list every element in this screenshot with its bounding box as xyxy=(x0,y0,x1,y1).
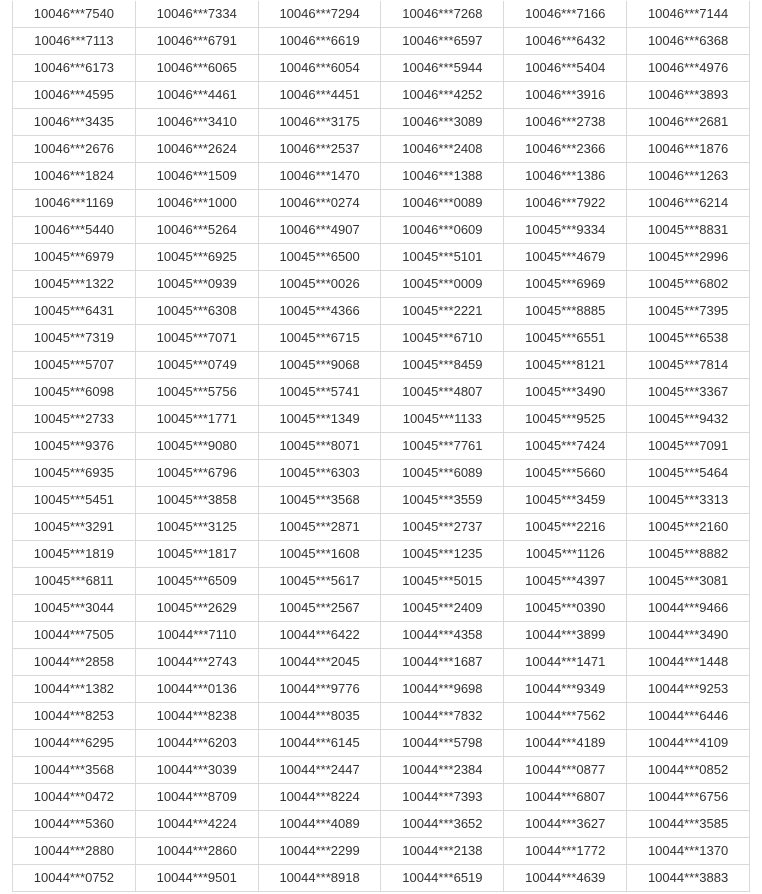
table-cell: 10045***8459 xyxy=(381,352,504,379)
table-cell: 10046***3410 xyxy=(135,109,258,136)
table-cell: 10045***3081 xyxy=(627,568,750,595)
table-cell: 10045***0939 xyxy=(135,271,258,298)
table-cell: 10046***7294 xyxy=(258,1,381,28)
table-cell: 10045***5464 xyxy=(627,460,750,487)
table-cell: 10046***5264 xyxy=(135,217,258,244)
table-cell: 10045***6802 xyxy=(627,271,750,298)
table-cell: 10046***0274 xyxy=(258,190,381,217)
table-cell: 10045***5707 xyxy=(13,352,136,379)
table-cell: 10045***3559 xyxy=(381,487,504,514)
table-cell: 10044***9501 xyxy=(135,865,258,892)
table-cell: 10044***5360 xyxy=(13,811,136,838)
table-cell: 10045***8882 xyxy=(627,541,750,568)
table-cell: 10044***4109 xyxy=(627,730,750,757)
table-cell: 10045***1819 xyxy=(13,541,136,568)
table-cell: 10046***4451 xyxy=(258,82,381,109)
table-cell: 10045***8831 xyxy=(627,217,750,244)
table-cell: 10045***9080 xyxy=(135,433,258,460)
table-cell: 10044***1448 xyxy=(627,649,750,676)
table-cell: 10045***1349 xyxy=(258,406,381,433)
table-row xyxy=(13,217,750,244)
table-cell: 10045***2871 xyxy=(258,514,381,541)
table-cell: 10045***5617 xyxy=(258,568,381,595)
table-row xyxy=(13,514,750,541)
table-cell: 10045***2221 xyxy=(381,298,504,325)
table-cell: 10045***1322 xyxy=(13,271,136,298)
table-cell: 10044***6519 xyxy=(381,865,504,892)
table-row xyxy=(13,379,750,406)
table-cell: 10045***2737 xyxy=(381,514,504,541)
table-cell: 10045***9376 xyxy=(13,433,136,460)
table-cell: 10046***2624 xyxy=(135,136,258,163)
table-cell: 10045***8121 xyxy=(504,352,627,379)
table-cell: 10044***4189 xyxy=(504,730,627,757)
table-row xyxy=(13,406,750,433)
table-cell: 10045***7091 xyxy=(627,433,750,460)
table-cell: 10045***2160 xyxy=(627,514,750,541)
table-cell: 10044***3585 xyxy=(627,811,750,838)
table-row xyxy=(13,298,750,325)
table-cell: 10045***4807 xyxy=(381,379,504,406)
table-cell: 10044***9698 xyxy=(381,676,504,703)
table-cell: 10045***2567 xyxy=(258,595,381,622)
table-cell: 10046***7922 xyxy=(504,190,627,217)
table-cell: 10045***2629 xyxy=(135,595,258,622)
table-row xyxy=(13,487,750,514)
table-cell: 10044***8035 xyxy=(258,703,381,730)
table-cell: 10045***3459 xyxy=(504,487,627,514)
id-table-body xyxy=(13,1,750,892)
table-row xyxy=(13,352,750,379)
table-cell: 10044***9253 xyxy=(627,676,750,703)
table-row xyxy=(13,784,750,811)
table-cell: 10044***3490 xyxy=(627,622,750,649)
table-cell: 10044***4358 xyxy=(381,622,504,649)
table-cell: 10044***0852 xyxy=(627,757,750,784)
table-cell: 10044***6422 xyxy=(258,622,381,649)
table-cell: 10046***6432 xyxy=(504,28,627,55)
table-cell: 10045***7071 xyxy=(135,325,258,352)
table-cell: 10046***2408 xyxy=(381,136,504,163)
table-cell: 10046***4907 xyxy=(258,217,381,244)
table-row xyxy=(13,595,750,622)
table-cell: 10045***1817 xyxy=(135,541,258,568)
table-cell: 10045***6715 xyxy=(258,325,381,352)
table-cell: 10044***7832 xyxy=(381,703,504,730)
table-cell: 10044***2447 xyxy=(258,757,381,784)
table-cell: 10045***6925 xyxy=(135,244,258,271)
table-cell: 10045***6551 xyxy=(504,325,627,352)
table-cell: 10045***6969 xyxy=(504,271,627,298)
table-cell: 10046***2676 xyxy=(13,136,136,163)
table-cell: 10045***4679 xyxy=(504,244,627,271)
table-row xyxy=(13,730,750,757)
table-cell: 10045***8071 xyxy=(258,433,381,460)
table-cell: 10044***7505 xyxy=(13,622,136,649)
table-cell: 10044***2384 xyxy=(381,757,504,784)
table-cell: 10045***8885 xyxy=(504,298,627,325)
table-cell: 10044***6295 xyxy=(13,730,136,757)
table-row xyxy=(13,109,750,136)
table-cell: 10046***7113 xyxy=(13,28,136,55)
table-cell: 10046***3175 xyxy=(258,109,381,136)
table-cell: 10044***2880 xyxy=(13,838,136,865)
table-cell: 10046***4252 xyxy=(381,82,504,109)
table-cell: 10046***6791 xyxy=(135,28,258,55)
table-row xyxy=(13,190,750,217)
table-cell: 10044***5798 xyxy=(381,730,504,757)
table-cell: 10046***3916 xyxy=(504,82,627,109)
table-cell: 10046***4976 xyxy=(627,55,750,82)
table-cell: 10045***1126 xyxy=(504,541,627,568)
table-cell: 10046***5440 xyxy=(13,217,136,244)
table-cell: 10045***4397 xyxy=(504,568,627,595)
table-cell: 10046***2537 xyxy=(258,136,381,163)
table-cell: 10045***4366 xyxy=(258,298,381,325)
table-cell: 10044***9776 xyxy=(258,676,381,703)
table-cell: 10044***8709 xyxy=(135,784,258,811)
table-row xyxy=(13,433,750,460)
table-cell: 10046***6065 xyxy=(135,55,258,82)
table-cell: 10044***6756 xyxy=(627,784,750,811)
table-cell: 10046***0609 xyxy=(381,217,504,244)
table-cell: 10045***0749 xyxy=(135,352,258,379)
id-table-container xyxy=(12,1,750,892)
table-cell: 10045***3291 xyxy=(13,514,136,541)
table-cell: 10046***6597 xyxy=(381,28,504,55)
table-cell: 10046***6619 xyxy=(258,28,381,55)
table-cell: 10045***3044 xyxy=(13,595,136,622)
table-cell: 10045***7761 xyxy=(381,433,504,460)
table-cell: 10046***2738 xyxy=(504,109,627,136)
table-cell: 10046***1470 xyxy=(258,163,381,190)
table-cell: 10046***1263 xyxy=(627,163,750,190)
table-cell: 10045***9334 xyxy=(504,217,627,244)
table-cell: 10044***8224 xyxy=(258,784,381,811)
table-cell: 10046***2681 xyxy=(627,109,750,136)
table-cell: 10045***3313 xyxy=(627,487,750,514)
table-cell: 10044***3883 xyxy=(627,865,750,892)
table-cell: 10046***6054 xyxy=(258,55,381,82)
table-cell: 10044***2138 xyxy=(381,838,504,865)
table-row xyxy=(13,703,750,730)
table-cell: 10044***2860 xyxy=(135,838,258,865)
table-cell: 10045***6710 xyxy=(381,325,504,352)
table-cell: 10045***2733 xyxy=(13,406,136,433)
table-cell: 10045***6303 xyxy=(258,460,381,487)
table-cell: 10045***6811 xyxy=(13,568,136,595)
table-cell: 10045***0009 xyxy=(381,271,504,298)
table-cell: 10045***7424 xyxy=(504,433,627,460)
table-row xyxy=(13,568,750,595)
table-cell: 10045***6796 xyxy=(135,460,258,487)
table-cell: 10044***0136 xyxy=(135,676,258,703)
table-cell: 10046***1000 xyxy=(135,190,258,217)
table-cell: 10045***9525 xyxy=(504,406,627,433)
table-cell: 10046***4461 xyxy=(135,82,258,109)
table-row xyxy=(13,325,750,352)
table-cell: 10044***3627 xyxy=(504,811,627,838)
table-cell: 10044***8238 xyxy=(135,703,258,730)
table-cell: 10046***3435 xyxy=(13,109,136,136)
table-row xyxy=(13,28,750,55)
table-cell: 10045***6500 xyxy=(258,244,381,271)
table-cell: 10044***1382 xyxy=(13,676,136,703)
table-cell: 10046***6368 xyxy=(627,28,750,55)
table-cell: 10044***6446 xyxy=(627,703,750,730)
table-cell: 10044***2045 xyxy=(258,649,381,676)
table-cell: 10046***1509 xyxy=(135,163,258,190)
table-row xyxy=(13,865,750,892)
table-cell: 10046***7144 xyxy=(627,1,750,28)
table-cell: 10044***3652 xyxy=(381,811,504,838)
table-cell: 10046***5404 xyxy=(504,55,627,82)
table-cell: 10046***6173 xyxy=(13,55,136,82)
table-row xyxy=(13,136,750,163)
table-cell: 10044***3039 xyxy=(135,757,258,784)
table-cell: 10044***1370 xyxy=(627,838,750,865)
table-row xyxy=(13,622,750,649)
table-cell: 10044***6203 xyxy=(135,730,258,757)
table-cell: 10046***7268 xyxy=(381,1,504,28)
table-cell: 10046***1386 xyxy=(504,163,627,190)
table-row xyxy=(13,460,750,487)
table-cell: 10044***6807 xyxy=(504,784,627,811)
table-cell: 10044***2743 xyxy=(135,649,258,676)
table-row xyxy=(13,244,750,271)
table-cell: 10044***3899 xyxy=(504,622,627,649)
table-row xyxy=(13,541,750,568)
table-cell: 10044***0472 xyxy=(13,784,136,811)
table-cell: 10045***7395 xyxy=(627,298,750,325)
table-cell: 10044***3568 xyxy=(13,757,136,784)
table-cell: 10045***3367 xyxy=(627,379,750,406)
table-cell: 10045***6431 xyxy=(13,298,136,325)
table-cell: 10045***6935 xyxy=(13,460,136,487)
table-cell: 10045***3125 xyxy=(135,514,258,541)
table-cell: 10045***5756 xyxy=(135,379,258,406)
table-cell: 10046***7166 xyxy=(504,1,627,28)
table-cell: 10045***3858 xyxy=(135,487,258,514)
table-row xyxy=(13,811,750,838)
table-cell: 10045***6509 xyxy=(135,568,258,595)
table-row xyxy=(13,757,750,784)
table-cell: 10044***9466 xyxy=(627,595,750,622)
table-cell: 10045***0026 xyxy=(258,271,381,298)
table-cell: 10045***5451 xyxy=(13,487,136,514)
table-cell: 10044***7110 xyxy=(135,622,258,649)
table-row xyxy=(13,55,750,82)
table-cell: 10045***5101 xyxy=(381,244,504,271)
table-cell: 10046***6214 xyxy=(627,190,750,217)
table-row xyxy=(13,82,750,109)
table-cell: 10044***4224 xyxy=(135,811,258,838)
table-cell: 10045***1608 xyxy=(258,541,381,568)
table-cell: 10045***9068 xyxy=(258,352,381,379)
table-cell: 10044***7393 xyxy=(381,784,504,811)
table-cell: 10046***3893 xyxy=(627,82,750,109)
table-cell: 10044***1687 xyxy=(381,649,504,676)
table-cell: 10044***6145 xyxy=(258,730,381,757)
table-cell: 10045***2216 xyxy=(504,514,627,541)
table-row xyxy=(13,676,750,703)
table-cell: 10045***3568 xyxy=(258,487,381,514)
table-cell: 10045***5741 xyxy=(258,379,381,406)
table-cell: 10045***2409 xyxy=(381,595,504,622)
table-cell: 10046***1824 xyxy=(13,163,136,190)
table-cell: 10044***8253 xyxy=(13,703,136,730)
table-cell: 10044***8918 xyxy=(258,865,381,892)
table-cell: 10045***1235 xyxy=(381,541,504,568)
table-cell: 10045***5660 xyxy=(504,460,627,487)
table-cell: 10045***6308 xyxy=(135,298,258,325)
table-cell: 10045***6098 xyxy=(13,379,136,406)
table-cell: 10044***7562 xyxy=(504,703,627,730)
table-cell: 10045***3490 xyxy=(504,379,627,406)
table-row xyxy=(13,271,750,298)
table-cell: 10046***4595 xyxy=(13,82,136,109)
table-cell: 10045***7814 xyxy=(627,352,750,379)
table-cell: 10044***2299 xyxy=(258,838,381,865)
table-cell: 10045***6979 xyxy=(13,244,136,271)
table-cell: 10045***2996 xyxy=(627,244,750,271)
table-cell: 10046***2366 xyxy=(504,136,627,163)
table-cell: 10046***3089 xyxy=(381,109,504,136)
table-cell: 10046***7540 xyxy=(13,1,136,28)
table-cell: 10045***7319 xyxy=(13,325,136,352)
table-cell: 10044***4639 xyxy=(504,865,627,892)
table-cell: 10045***1771 xyxy=(135,406,258,433)
table-row xyxy=(13,838,750,865)
table-cell: 10045***5015 xyxy=(381,568,504,595)
table-row xyxy=(13,1,750,28)
table-cell: 10044***2858 xyxy=(13,649,136,676)
table-cell: 10044***0752 xyxy=(13,865,136,892)
table-cell: 10045***6089 xyxy=(381,460,504,487)
table-cell: 10044***9349 xyxy=(504,676,627,703)
table-cell: 10046***5944 xyxy=(381,55,504,82)
table-cell: 10045***1133 xyxy=(381,406,504,433)
table-cell: 10046***1169 xyxy=(13,190,136,217)
table-cell: 10046***1876 xyxy=(627,136,750,163)
table-cell: 10046***1388 xyxy=(381,163,504,190)
table-cell: 10045***9432 xyxy=(627,406,750,433)
table-cell: 10045***0390 xyxy=(504,595,627,622)
table-row xyxy=(13,649,750,676)
table-row xyxy=(13,163,750,190)
table-cell: 10044***1471 xyxy=(504,649,627,676)
id-table xyxy=(12,1,750,892)
table-cell: 10044***4089 xyxy=(258,811,381,838)
table-cell: 10045***6538 xyxy=(627,325,750,352)
table-cell: 10044***0877 xyxy=(504,757,627,784)
table-cell: 10044***1772 xyxy=(504,838,627,865)
table-cell: 10046***0089 xyxy=(381,190,504,217)
table-cell: 10046***7334 xyxy=(135,1,258,28)
